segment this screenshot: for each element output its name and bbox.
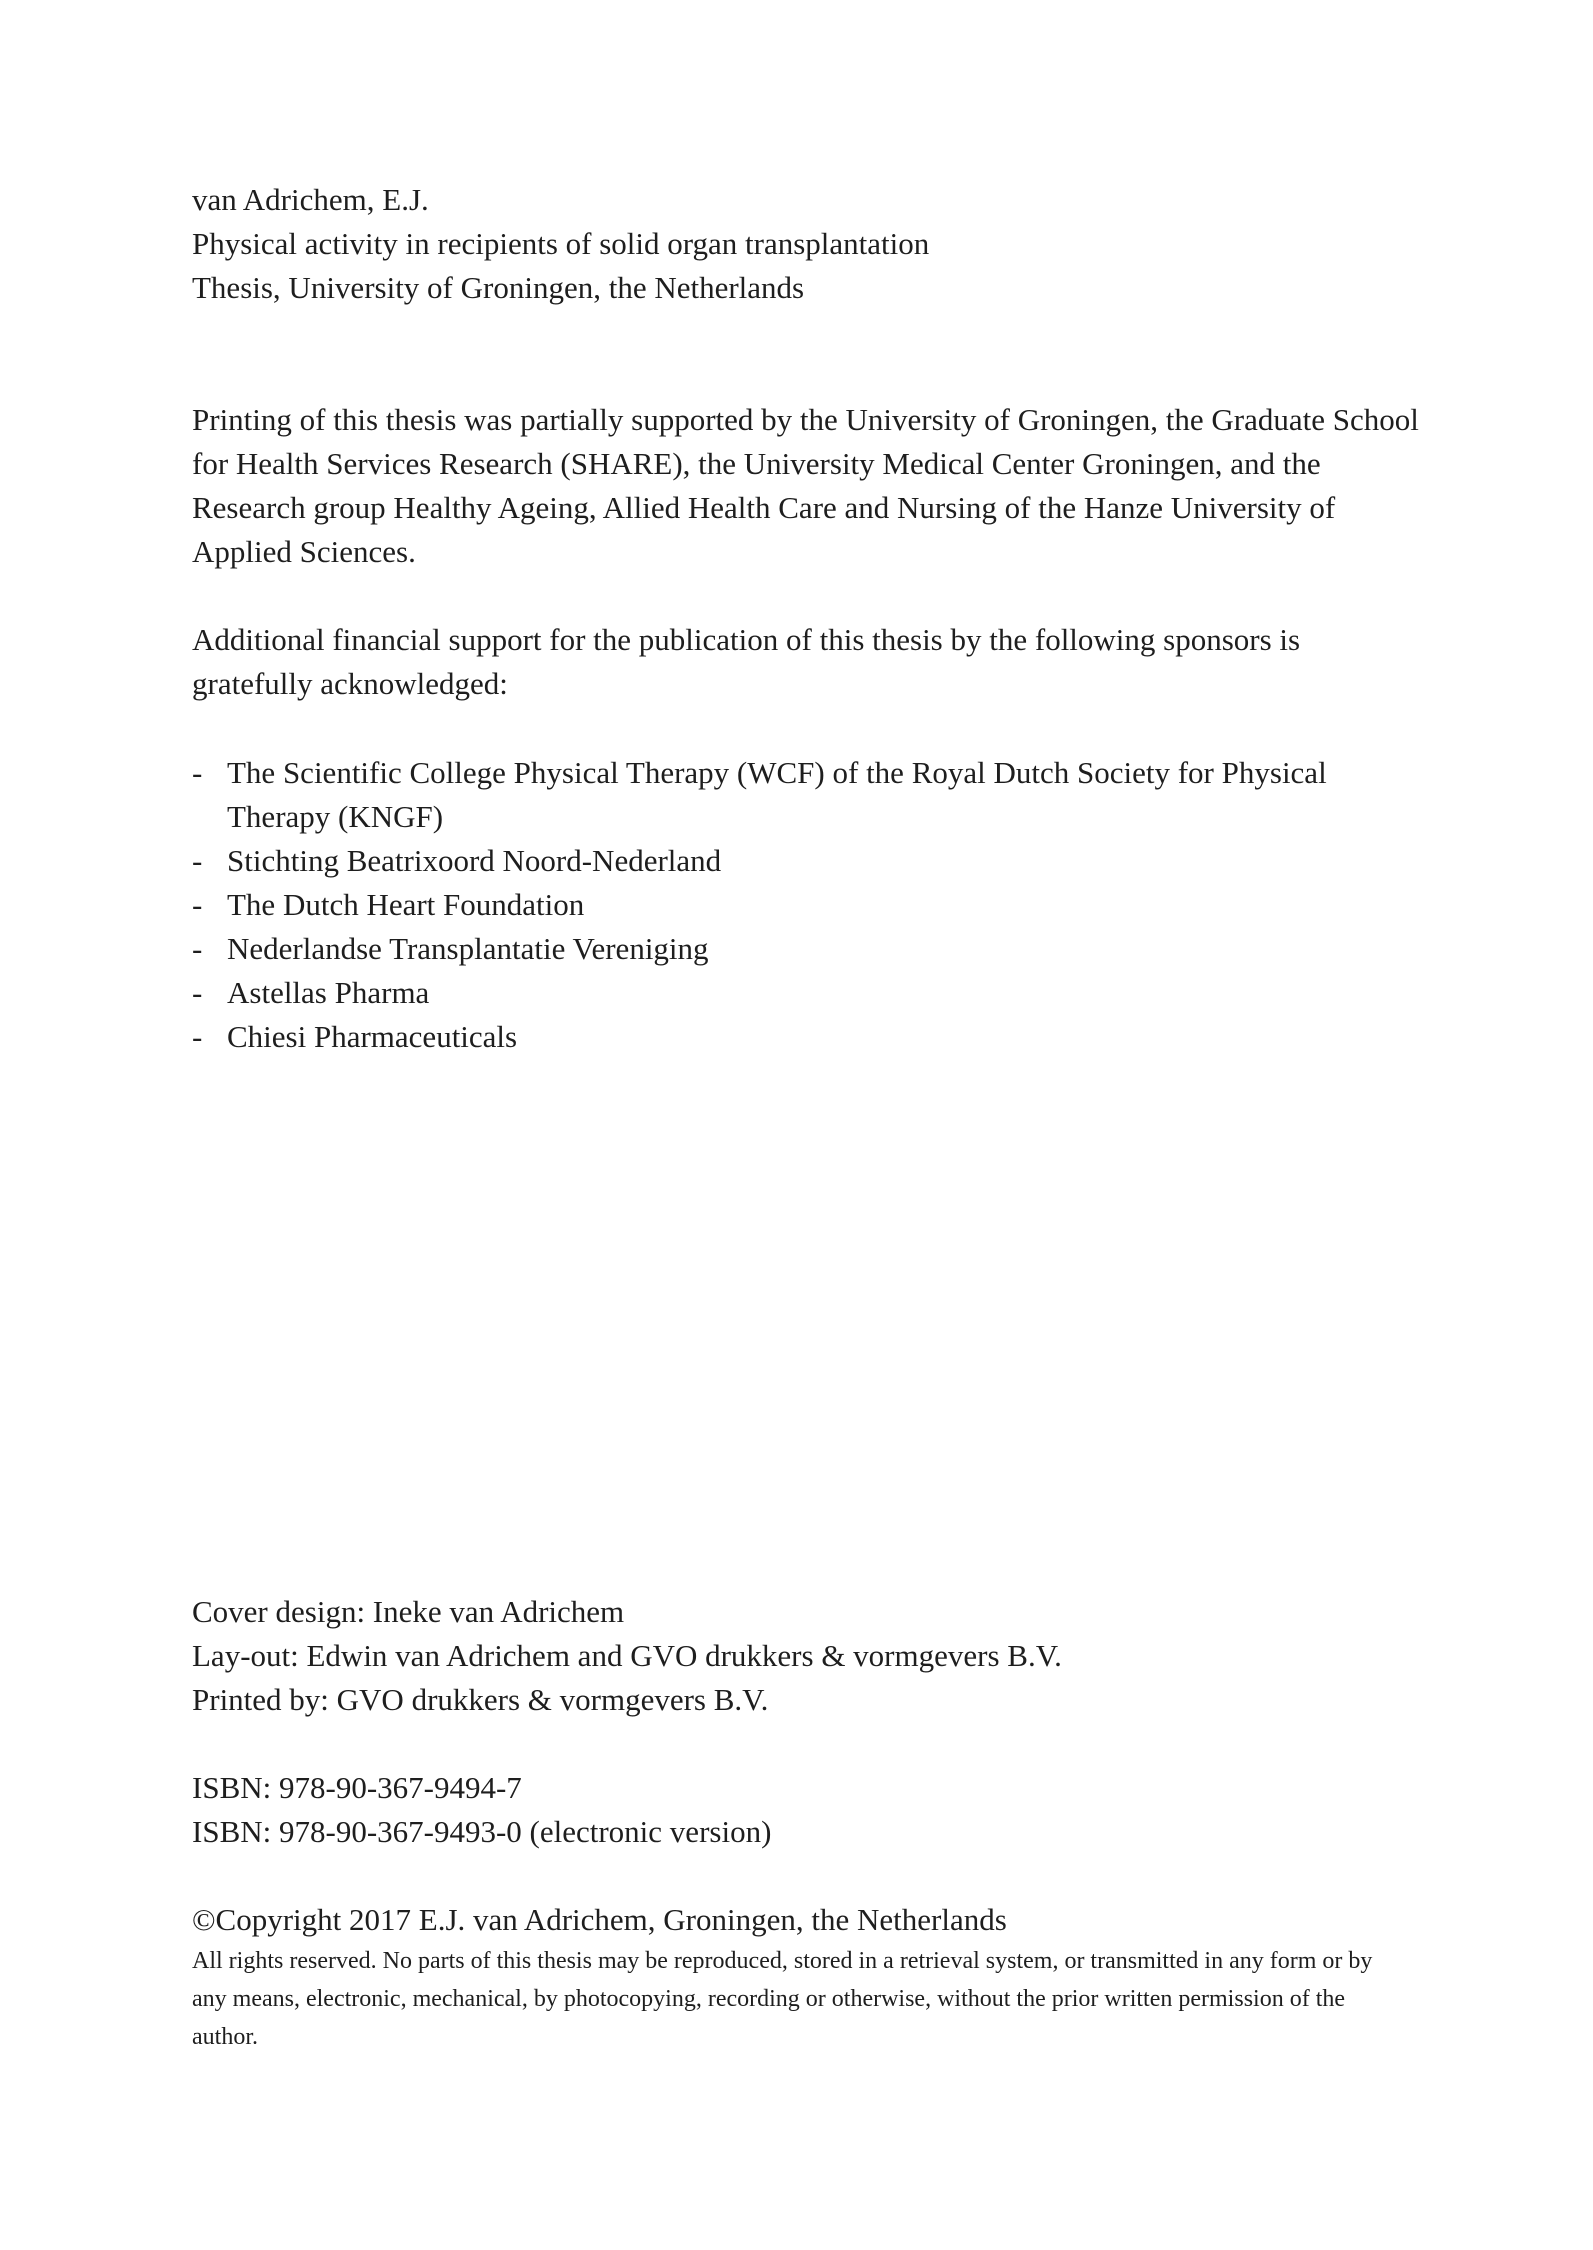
support-paragraph: Printing of this thesis was partially supported by the University of Groningen, the Graduate School for Health Services Research (SHARE), the University Medical Center Groningen, and the Research group Healthy Ageing, Allied Health Care and Nursing of the Hanze University of Applied Sciences. [192, 402, 1419, 569]
list-dash: - [192, 887, 203, 922]
author-line: van Adrichem, E.J. [192, 182, 429, 217]
isbn-print: ISBN: 978-90-367-9494-7 [192, 1770, 522, 1805]
thesis-title: Physical activity in recipients of solid organ transplantation [192, 226, 930, 261]
list-dash: - [192, 931, 203, 966]
thesis-header [192, 178, 1422, 310]
rights-statement: All rights reserved. No parts of this thesis may be reproduced, stored in a retrieval system, or transmitted in any form or by any means, electronic, mechanical, by photocopying, recording or otherwise, without the prior written permission of the author. [192, 1948, 1373, 2050]
sponsor-name: Chiesi Pharmaceuticals [227, 1019, 518, 1054]
cover-design-credit: Cover design: Ineke van Adrichem [192, 1594, 625, 1629]
list-item [192, 971, 1422, 1015]
credits [192, 1590, 1422, 1722]
sponsor-list [192, 751, 1422, 1059]
sponsor-name: Astellas Pharma [227, 975, 430, 1010]
list-dash: - [192, 843, 203, 878]
isbn-electronic: ISBN: 978-90-367-9493-0 (electronic version) [192, 1814, 772, 1849]
sponsor-name: The Scientific College Physical Therapy (WCF) of the Royal Dutch Society for Physical Therapy (KNGF) [227, 755, 1327, 834]
list-dash: - [192, 755, 203, 790]
sponsor-name: Stichting Beatrixoord Noord-Nederland [227, 843, 722, 878]
thesis-info: Thesis, University of Groningen, the Netherlands [192, 270, 805, 305]
list-item [192, 883, 1422, 927]
list-dash: - [192, 1019, 203, 1054]
list-item [192, 1015, 1422, 1059]
layout-credit: Lay-out: Edwin van Adrichem and GVO drukkers & vormgevers B.V. [192, 1638, 1062, 1673]
list-dash: - [192, 975, 203, 1010]
list-item [192, 839, 1422, 883]
list-item [192, 927, 1422, 971]
sponsor-name: The Dutch Heart Foundation [227, 887, 585, 922]
sponsor-name: Nederlandse Transplantatie Vereniging [227, 931, 709, 966]
list-item [192, 751, 1422, 839]
isbn-info [192, 1766, 1422, 1854]
copyright-notice: ©Copyright 2017 E.J. van Adrichem, Groningen, the Netherlands [192, 1902, 1007, 1937]
copyright-section [192, 1898, 1422, 2056]
printer-credit: Printed by: GVO drukkers & vormgevers B.V. [192, 1682, 769, 1717]
additional-support-paragraph: Additional financial support for the publication of this thesis by the following sponsors is gratefully acknowledged: [192, 622, 1301, 701]
